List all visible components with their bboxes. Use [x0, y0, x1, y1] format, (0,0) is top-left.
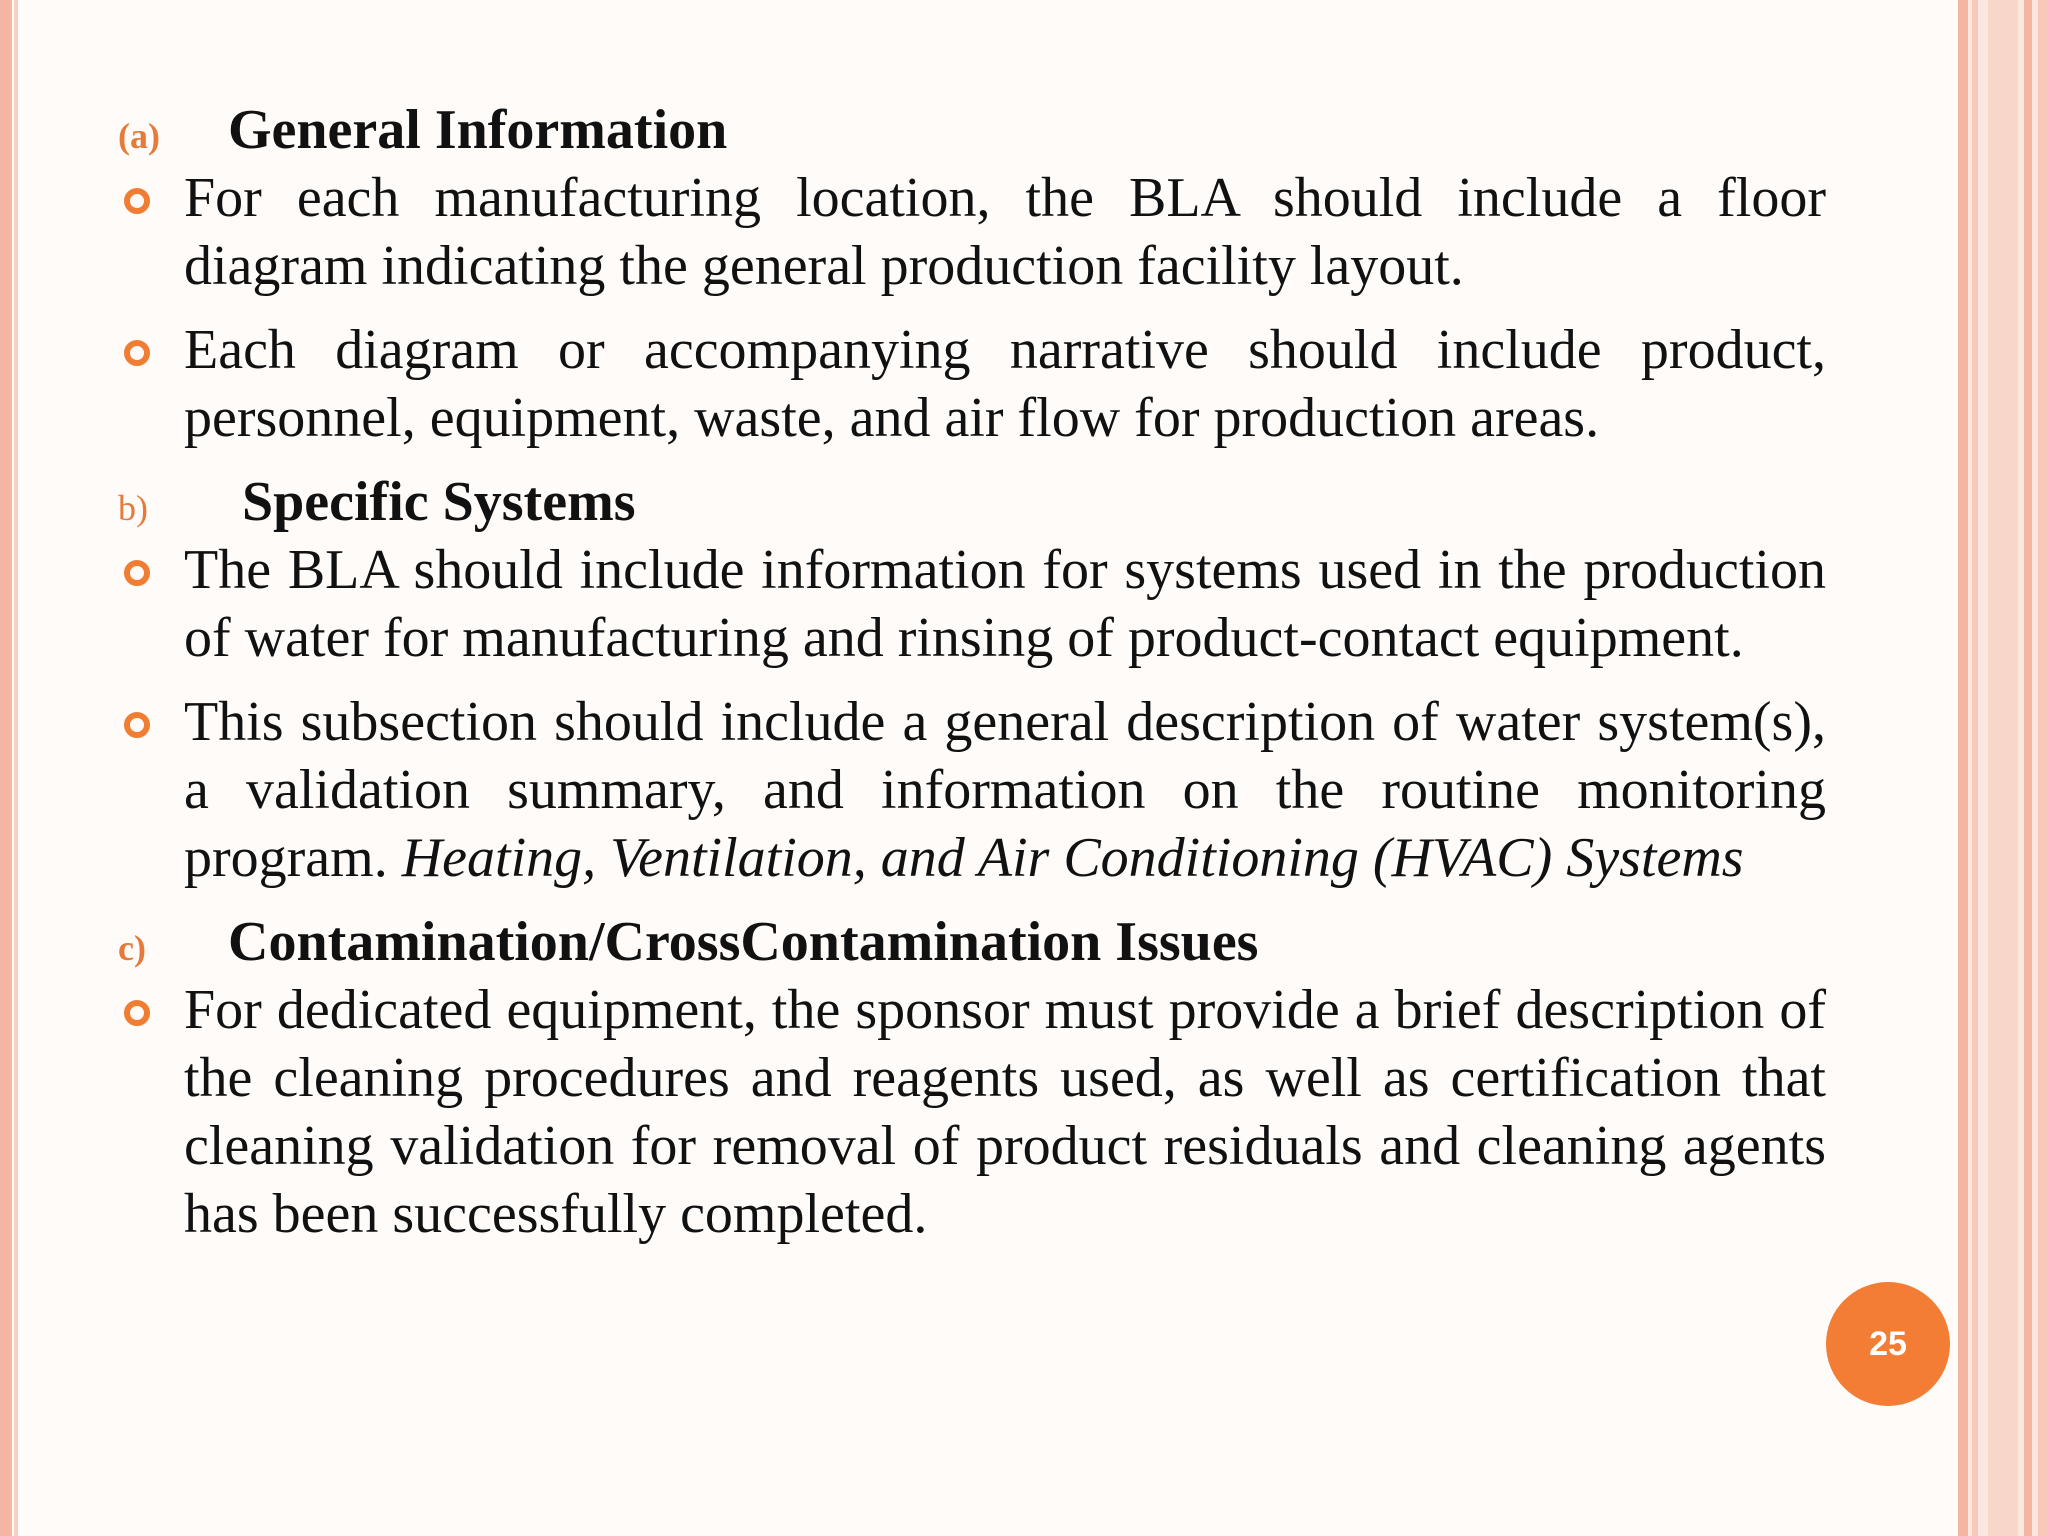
bullet-text: The BLA should include information for systems used in the production of water for manufacturing and rinsing of product-contact equipment. — [184, 539, 1826, 669]
section-heading-contamination — [118, 908, 1826, 976]
page-number-badge: 25 — [1826, 1282, 1950, 1406]
section-marker: (a) — [118, 116, 160, 156]
bullet-text: This subsection should include a general description of water system(s), a validation summary, and information on the routine monitoring program. — [184, 691, 1826, 889]
ring-bullet-icon — [124, 1000, 150, 1026]
left-border-decoration — [0, 0, 12, 1536]
bullet-text: For each manufacturing location, the BLA should include a floor diagram indicating the general production facility layout. — [184, 167, 1826, 297]
ring-bullet-icon — [124, 188, 150, 214]
right-border-decoration — [1958, 0, 2048, 1536]
bullet-item — [118, 164, 1826, 300]
bullet-italic-text: Heating, Ventilation, and Air Conditioning (HVAC) Systems — [401, 827, 1744, 889]
slide-content — [118, 96, 1826, 1264]
bullet-text: Each diagram or accompanying narrative should include product, personnel, equipment, waste, and air flow for production areas. — [184, 319, 1826, 449]
bullet-text: For dedicated equipment, the sponsor must provide a brief description of the cleaning procedures and reagents used, as well as certification that cleaning validation for removal of product residuals and cleaning agents has been successfully completed. — [184, 979, 1826, 1245]
right-border-stripe — [1988, 0, 2018, 1536]
ring-bullet-icon — [124, 560, 150, 586]
section-heading-general-information — [118, 96, 1826, 164]
ring-bullet-icon — [124, 340, 150, 366]
bullet-item — [118, 976, 1826, 1248]
bullet-item — [118, 688, 1826, 892]
left-border-decoration-inner — [14, 0, 18, 1536]
right-border-stripe — [2024, 0, 2032, 1536]
section-heading-specific-systems — [118, 468, 1826, 536]
section-title: Contamination/CrossContamination Issues — [228, 911, 1259, 973]
right-border-stripe — [1958, 0, 1968, 1536]
right-border-stripe — [2038, 0, 2048, 1536]
bullet-item — [118, 316, 1826, 452]
section-title: General Information — [228, 99, 728, 161]
section-title: Specific Systems — [242, 471, 636, 533]
section-marker: c) — [118, 928, 146, 968]
bullet-item — [118, 536, 1826, 672]
ring-bullet-icon — [124, 712, 150, 738]
right-border-stripe — [1972, 0, 1978, 1536]
section-marker: b) — [118, 488, 148, 528]
